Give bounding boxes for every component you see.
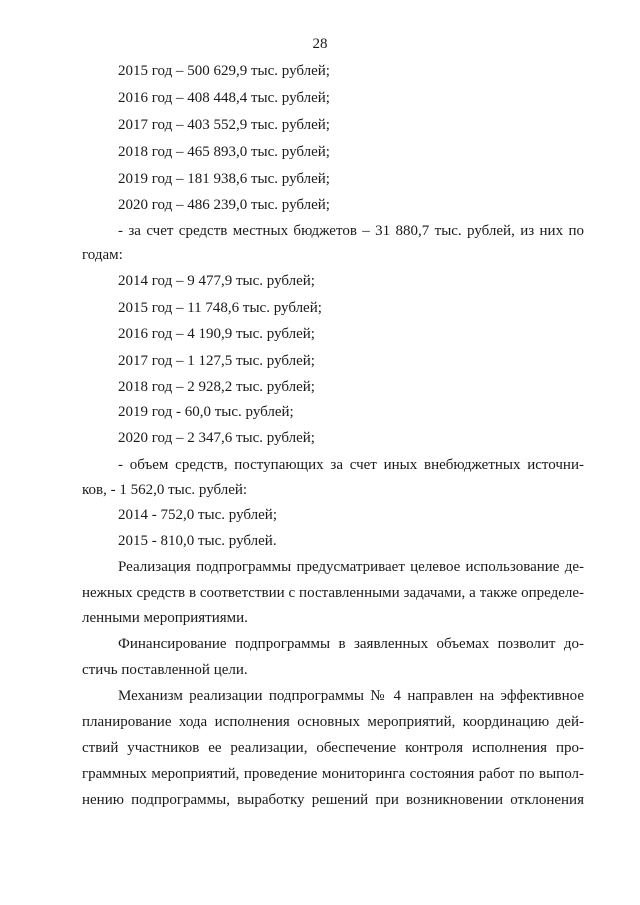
- year-line: 2015 год – 500 629,9 тыс. рублей;: [118, 63, 330, 79]
- year-line: 2018 год – 465 893,0 тыс. рублей;: [118, 144, 330, 160]
- year-line: 2015 - 810,0 тыс. рублей.: [118, 533, 277, 549]
- year-line: 2016 год – 408 448,4 тыс. рублей;: [118, 90, 330, 106]
- paragraph-line-end: стичь поставленной цели.: [82, 662, 248, 678]
- extra-budget-line: - объем средств, поступающих за счет иных внебюджетных источни-: [118, 457, 584, 473]
- year-line: 2018 год – 2 928,2 тыс. рублей;: [118, 379, 315, 395]
- paragraph-line: ствий участников ее реализации, обеспечение контроля исполнения про-: [82, 740, 584, 756]
- year-line: 2017 год – 1 127,5 тыс. рублей;: [118, 353, 315, 369]
- paragraph-line: планирование хода исполнения основных мероприятий, координацию дей-: [82, 714, 584, 730]
- paragraph-line: Реализация подпрограммы предусматривает целевое использование де-: [118, 559, 584, 575]
- year-line: 2020 год – 2 347,6 тыс. рублей;: [118, 430, 315, 446]
- year-line: 2017 год – 403 552,9 тыс. рублей;: [118, 117, 330, 133]
- paragraph-line: нежных средств в соответствии с поставленными задачами, а также определе-: [82, 585, 584, 601]
- year-line: 2020 год – 486 239,0 тыс. рублей;: [118, 197, 330, 213]
- page-number: 28: [312, 36, 328, 52]
- local-budgets-line: - за счет средств местных бюджетов – 31 880,7 тыс. рублей, из них по: [118, 223, 584, 239]
- paragraph-line: граммных мероприятий, проведение мониторинга состояния работ по выпол-: [82, 766, 584, 782]
- year-line: 2019 год – 181 938,6 тыс. рублей;: [118, 171, 330, 187]
- extra-budget-line-end: ков, - 1 562,0 тыс. рублей:: [82, 482, 248, 498]
- year-line: 2014 - 752,0 тыс. рублей;: [118, 507, 277, 523]
- local-budgets-line-end: годам:: [82, 247, 123, 263]
- paragraph-line: нению подпрограммы, выработку решений при возникновении отклонения: [82, 792, 584, 808]
- paragraph-line-end: ленными мероприятиями.: [82, 610, 248, 626]
- paragraph-line: Механизм реализации подпрограммы № 4 направлен на эффективное: [118, 688, 584, 704]
- year-line: 2016 год – 4 190,9 тыс. рублей;: [118, 326, 315, 342]
- year-line: 2019 год - 60,0 тыс. рублей;: [118, 404, 294, 420]
- year-line: 2015 год – 11 748,6 тыс. рублей;: [118, 300, 322, 316]
- paragraph-line: Финансирование подпрограммы в заявленных объемах позволит до-: [118, 636, 584, 652]
- year-line: 2014 год – 9 477,9 тыс. рублей;: [118, 273, 315, 289]
